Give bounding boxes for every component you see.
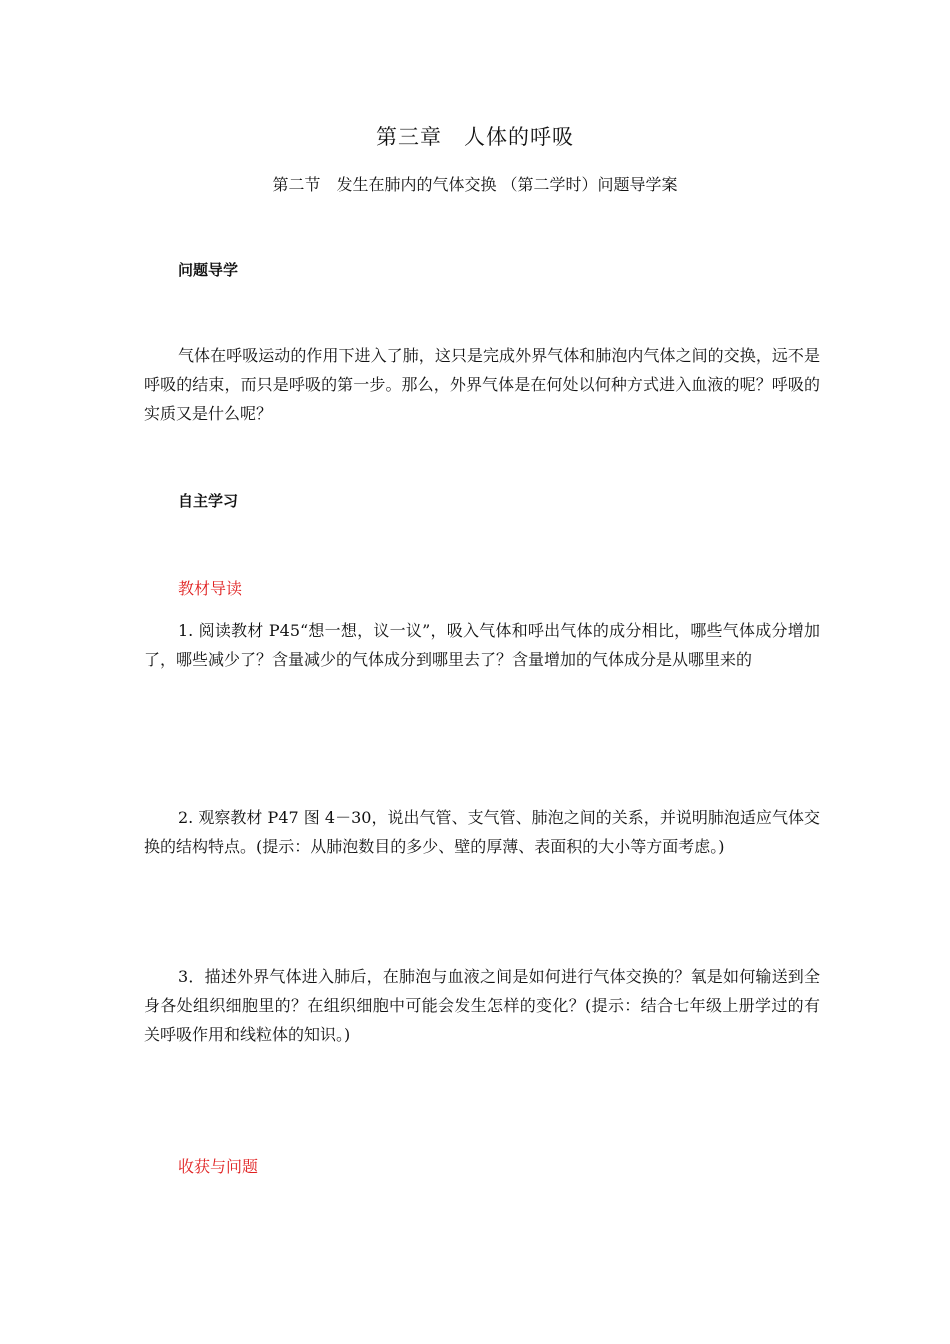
question-2: 2. 观察教材 P47 图 4－30，说出气管、支气管、肺泡之间的关系，并说明肺泡适应气体交换的结构特点。(提示：从肺泡数目的多少、壁的厚薄、表面积的大小等方面考虑。) bbox=[144, 808, 820, 856]
textbook-guide-label: 教材导读 bbox=[178, 579, 243, 598]
self-study-heading: 自主学习 bbox=[178, 492, 239, 510]
question-3: 3．描述外界气体进入肺后，在肺泡与血液之间是如何进行气体交换的？氧是如何输送到全身各处组织细胞里的？在组织细胞中可能会发生怎样的变化？(提示：结合七年级上册学过的有关呼吸作用和线粒体的知识。) bbox=[144, 967, 820, 1044]
problem-guide-heading: 问题导学 bbox=[178, 261, 239, 279]
problem-guide-paragraph: 气体在呼吸运动的作用下进入了肺，这只是完成外界气体和肺泡内气体之间的交换，远不是呼吸的结束，而只是呼吸的第一步。那么，外界气体是在何处以何种方式进入血液的呢？呼吸的实质又是什么呢？ bbox=[144, 346, 820, 423]
chapter-title: 第三章 人体的呼吸 bbox=[376, 125, 574, 149]
gains-and-questions-label: 收获与问题 bbox=[178, 1157, 259, 1176]
section-subtitle: 第二节 发生在肺内的气体交换 （第二学时）问题导学案 bbox=[272, 175, 678, 194]
question-1: 1. 阅读教材 P45“想一想，议一议”，吸入气体和呼出气体的成分相比，哪些气体成分增加了，哪些减少了？含量减少的气体成分到哪里去了？含量增加的气体成分是从哪里来的 bbox=[144, 621, 820, 669]
